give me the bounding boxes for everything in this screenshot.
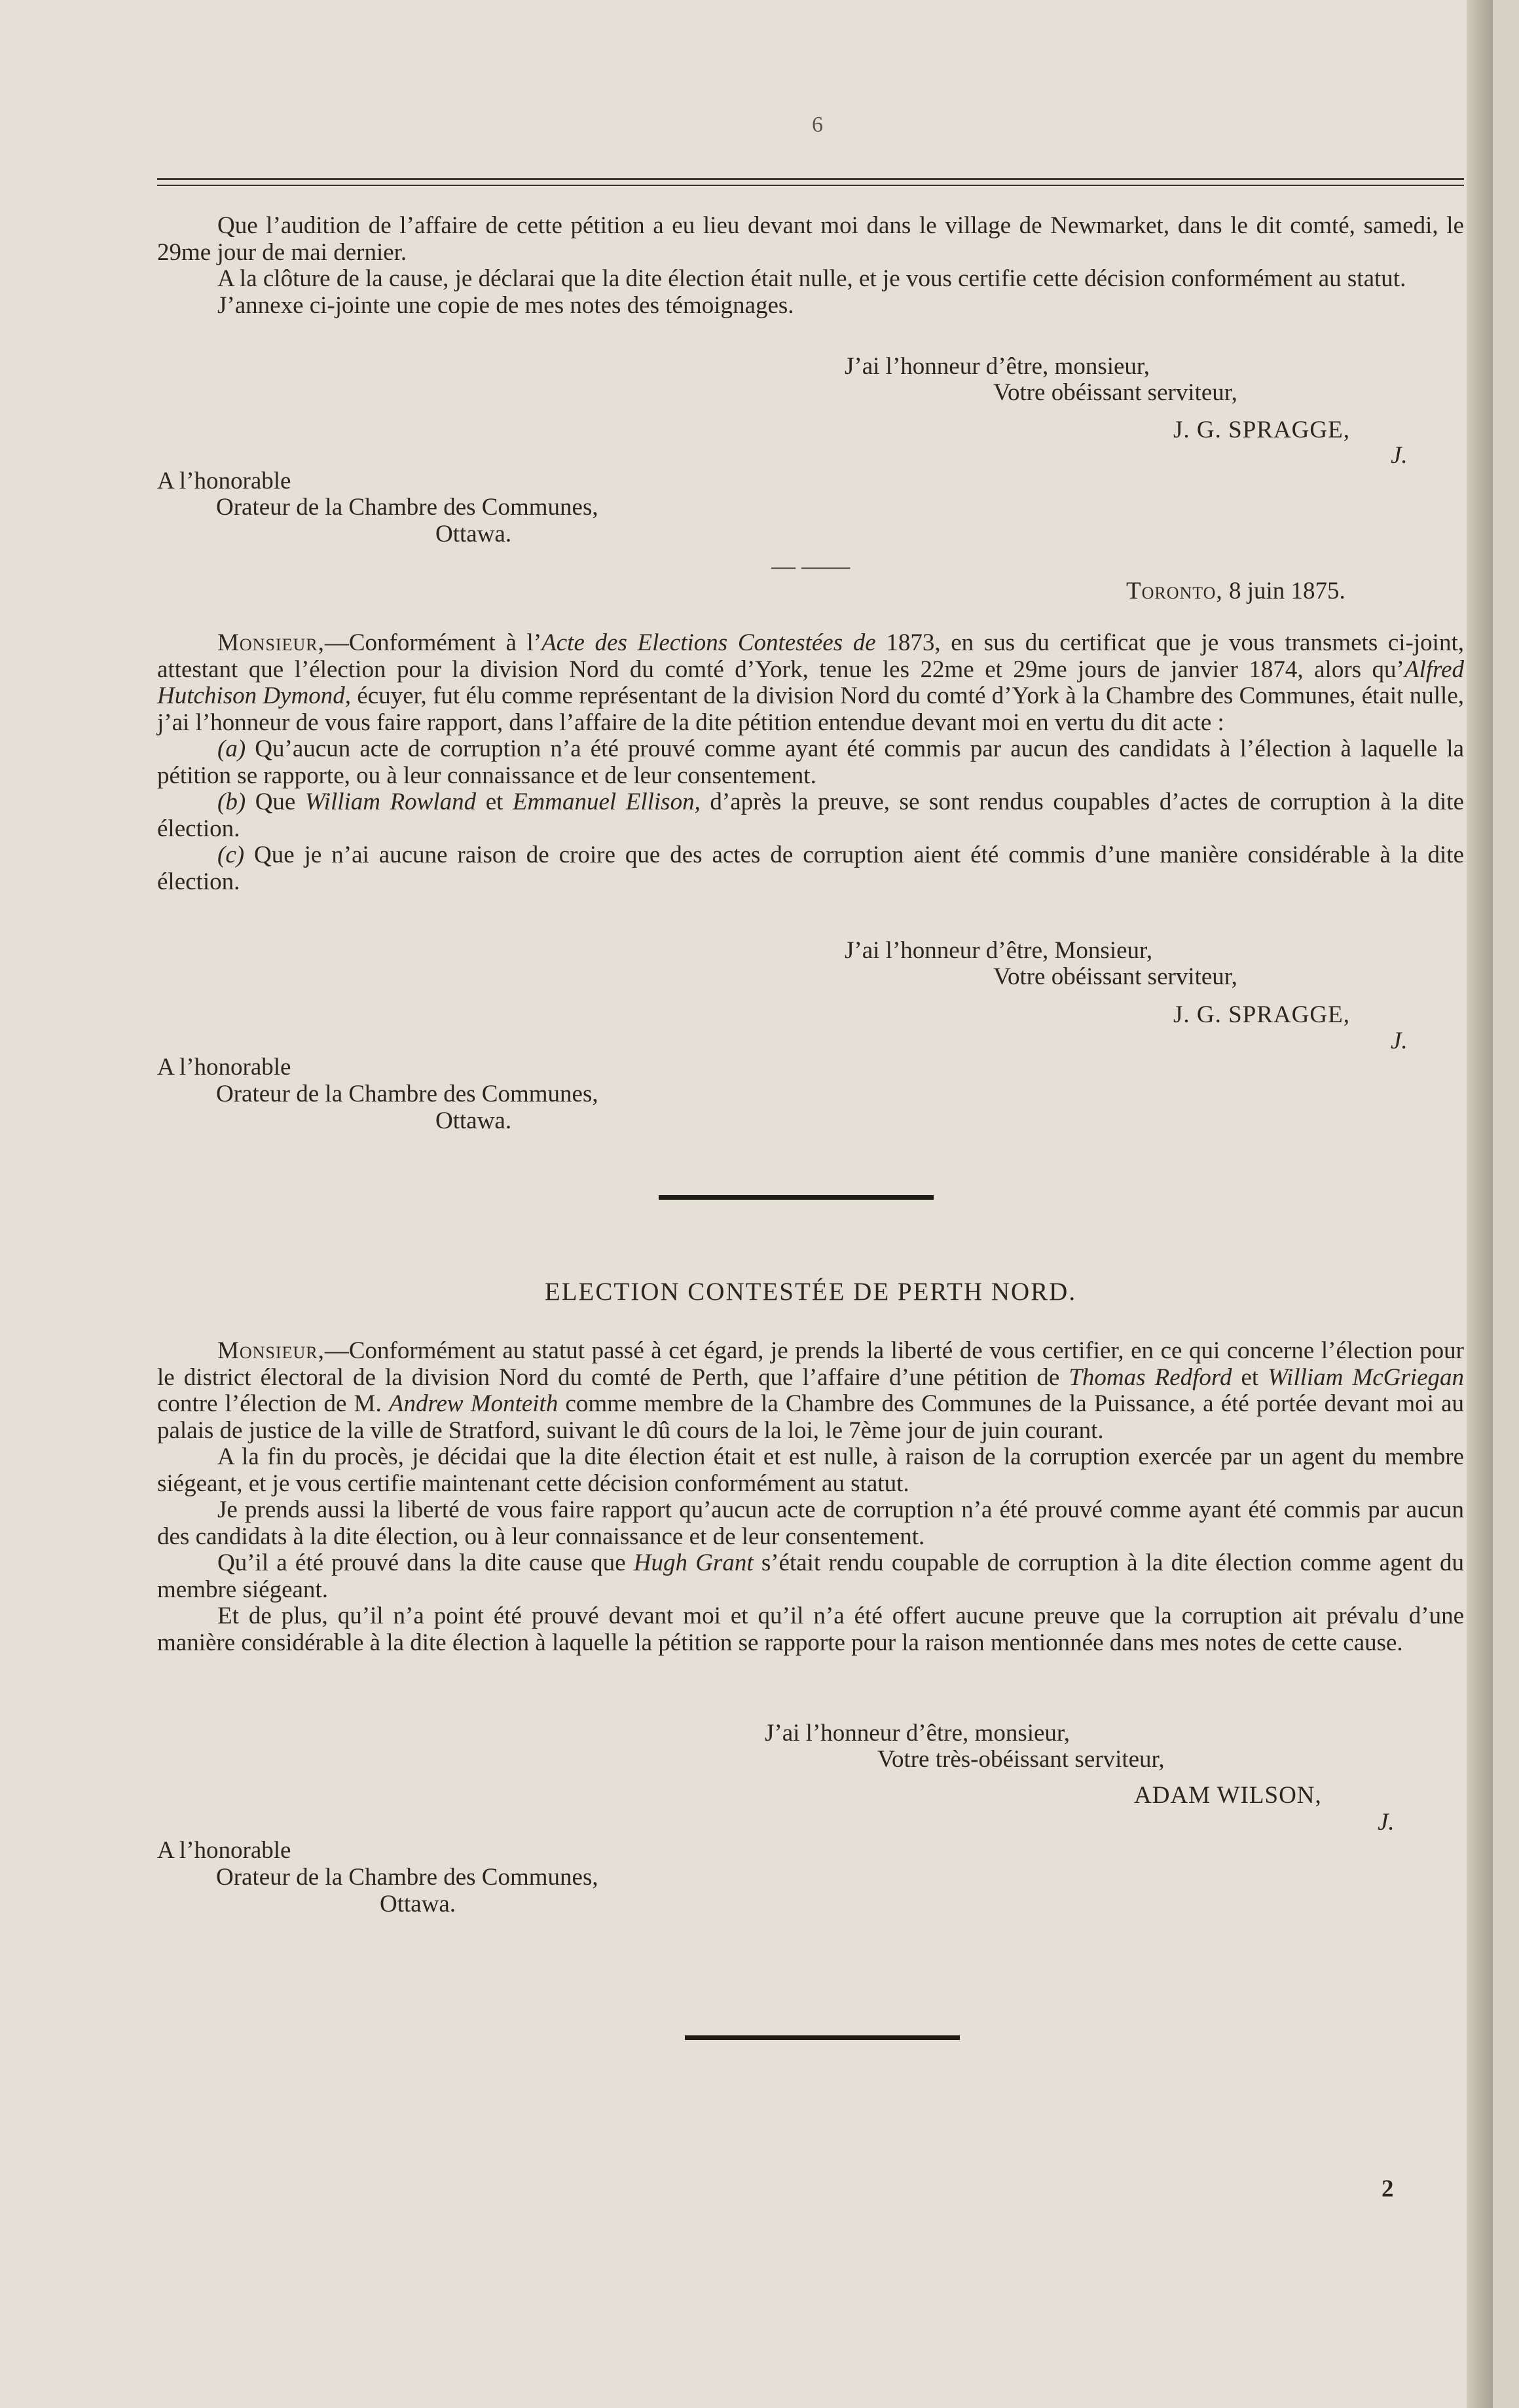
paragraph bbox=[157, 1338, 1464, 1444]
closing-line: J’ai l’honneur d’être, monsieur, bbox=[765, 1720, 1071, 1747]
closing-line: J’ai l’honneur d’être, Monsieur, bbox=[845, 937, 1153, 964]
paragraph bbox=[157, 1550, 1464, 1603]
text: et bbox=[1232, 1363, 1268, 1391]
text: Que bbox=[246, 788, 305, 815]
list-item bbox=[157, 842, 1464, 895]
text: contre l’élection de M. bbox=[157, 1390, 389, 1417]
addressee-line: A l’honorable bbox=[157, 1054, 291, 1081]
closing-line: Votre très-obéissant serviteur, bbox=[877, 1746, 1165, 1773]
signature: ADAM WILSON, bbox=[1134, 1782, 1322, 1809]
person-name: William McGriegan bbox=[1268, 1363, 1465, 1391]
letter-1-body bbox=[157, 213, 1464, 319]
addressee-line: A l’honorable bbox=[157, 468, 291, 494]
text: écuyer, fut élu comme représentant de la division Nord du comté d’York à la Chambre des Communes, était nulle, j’ai l’honneur de vous faire rapport, dans l’affaire de la dite pétition entendue devant moi en vertu du dit acte : bbox=[157, 682, 1464, 736]
letter-2-body bbox=[157, 630, 1464, 895]
addressee-line: Orateur de la Chambre des Communes, bbox=[216, 494, 598, 521]
paragraph: A la fin du procès, je décidai que la dite élection était et est nulle, à raison de la corruption exercée par un agent du membre siégeant, et je vous certifie maintenant cette décision conformément au statut. bbox=[157, 1443, 1464, 1497]
signature: J. G. SPRAGGE, bbox=[1173, 1001, 1350, 1028]
addressee-line: Orateur de la Chambre des Communes, bbox=[216, 1864, 598, 1891]
page-edge bbox=[1467, 0, 1493, 2408]
list-item bbox=[157, 736, 1464, 789]
addressee-line: Ottawa. bbox=[380, 1891, 456, 1917]
dateline-place: Toronto, bbox=[1126, 578, 1223, 604]
text: comme membre de la Chambre des Communes de la Puissance, a été portée devant moi au palais de justice de la ville de Stratford, suivant le dû cours de la loi, le 7ème jour de juin courant. bbox=[157, 1390, 1464, 1444]
item-label: (b) bbox=[217, 788, 246, 815]
item-label: (a) bbox=[217, 735, 246, 762]
person-name: Emmanuel Ellison, bbox=[512, 788, 701, 815]
dateline-date: 8 juin 1875. bbox=[1228, 578, 1345, 604]
text: Que je n’ai aucune raison de croire que des actes de corruption aient été commis d’une manière considérable à la dite élection. bbox=[157, 842, 1464, 895]
salutation: Monsieur, bbox=[217, 1337, 325, 1364]
paragraph: A la clôture de la cause, je déclarai que la dite élection était nulle, et je vous certifie cette décision conformément au statut. bbox=[217, 265, 1406, 292]
text: 1873, en sus du certificat que je vous transmets ci-joint, attestant que l’élection pour la division Nord du comté d’York, tenue les 22me et 29me jours de janvier 1874, alors qu’ bbox=[157, 629, 1464, 683]
closing-line: Votre obéissant serviteur, bbox=[993, 963, 1237, 990]
closing-line: Votre obéissant serviteur, bbox=[993, 379, 1237, 406]
paragraph: Et de plus, qu’il n’a point été prouvé devant moi et qu’il n’a été offert aucune preuve que la corruption ait prévalu d’une manière considérable à la dite élection à laquelle la pétition se rapporte pour la raison mentionnée dans mes notes de cette cause. bbox=[157, 1602, 1464, 1656]
person-name: Andrew Monteith bbox=[388, 1390, 558, 1417]
header-rule-thin bbox=[157, 185, 1464, 186]
letter-3-body bbox=[157, 1338, 1464, 1656]
text: —Conformément à l’ bbox=[324, 629, 542, 656]
text-italic: Acte des Elections Contestées de bbox=[541, 629, 876, 656]
paragraph: J’annexe ci-jointe une copie de mes notes des témoignages. bbox=[217, 291, 794, 319]
divider: — —— bbox=[771, 553, 851, 580]
paragraph: Je prends aussi la liberté de vous faire rapport qu’aucun acte de corruption n’a été prouvé comme ayant été commis par aucun des candidats à la dite élection, ou à leur connaissance et de leur consentement. bbox=[157, 1496, 1464, 1550]
addressee-line: Orateur de la Chambre des Communes, bbox=[216, 1081, 598, 1107]
section-title: ELECTION CONTESTÉE DE PERTH NORD. bbox=[544, 1278, 1077, 1306]
paragraph bbox=[157, 630, 1464, 736]
section-separator bbox=[659, 1195, 934, 1200]
text: s’était rendu coupable de corruption à la dite élection comme agent du membre siégeant. bbox=[157, 1549, 1465, 1603]
signature-mark: 2 bbox=[1382, 2176, 1394, 2202]
text: —Conformément au statut passé à cet égard, je prends la liberté de vous certifier, en ce qui concerne l’élection pour le district électoral de la division Nord du comté de Perth, que l’affaire d’une pétition de bbox=[157, 1337, 1464, 1391]
closing-line: J’ai l’honneur d’être, monsieur, bbox=[845, 353, 1150, 380]
person-name: Hugh Grant bbox=[633, 1549, 754, 1576]
dateline bbox=[1126, 578, 1345, 605]
signature-suffix: J. bbox=[1391, 1028, 1408, 1054]
text: Qu’aucun acte de corruption n’a été prouvé comme ayant été commis par aucun des candidats à l’élection à laquelle la pétition se rapporte, ou à leur connaissance et de leur consentement. bbox=[157, 735, 1464, 789]
signature-suffix: J. bbox=[1378, 1809, 1395, 1836]
person-name: Alfred Hutchison Dymond, bbox=[157, 656, 1464, 709]
addressee-line: Ottawa. bbox=[435, 521, 512, 547]
person-name: Thomas Redford bbox=[1069, 1363, 1232, 1391]
signature-suffix: J. bbox=[1391, 442, 1408, 469]
page-number: 6 bbox=[812, 113, 823, 137]
person-name: William Rowland bbox=[304, 788, 477, 815]
list-item bbox=[157, 789, 1464, 842]
paragraph: Que l’audition de l’affaire de cette pétition a eu lieu devant moi dans le village de Newmarket, dans le dit comté, samedi, le 29me jour de mai dernier. bbox=[157, 212, 1464, 266]
text: d’après la preuve, se sont rendus coupables d’actes de corruption à la dite élection. bbox=[157, 788, 1464, 842]
section-separator bbox=[685, 2035, 960, 2040]
signature: J. G. SPRAGGE, bbox=[1173, 417, 1350, 443]
salutation: Monsieur, bbox=[217, 629, 325, 656]
item-label: (c) bbox=[217, 842, 245, 868]
text: Qu’il a été prouvé dans la dite cause que bbox=[217, 1549, 634, 1576]
addressee-line: Ottawa. bbox=[435, 1107, 512, 1134]
header-rule bbox=[157, 178, 1464, 180]
text: et bbox=[476, 788, 513, 815]
addressee-line: A l’honorable bbox=[157, 1837, 291, 1864]
